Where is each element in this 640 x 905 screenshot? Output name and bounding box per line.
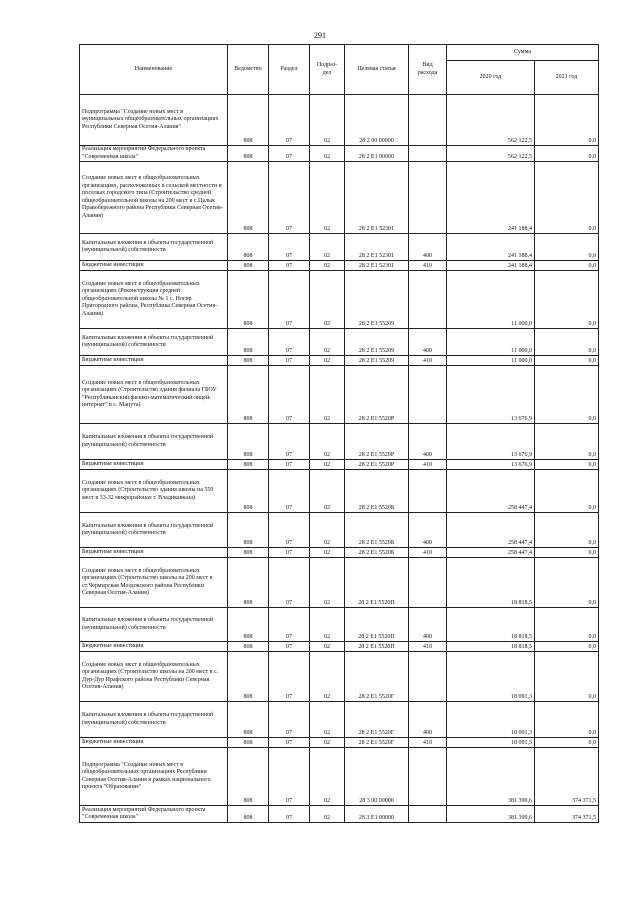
cell-subsection: 02 (310, 424, 345, 460)
cell-dept: 808 (228, 271, 269, 329)
cell-expense-type (409, 95, 447, 146)
cell-dept: 808 (228, 642, 269, 652)
cell-name: Реализация мероприятий Федерального проекта "Современная школа" (80, 146, 228, 162)
table-row (80, 95, 599, 146)
cell-section: 07 (269, 271, 310, 329)
cell-subsection: 02 (310, 806, 345, 823)
cell-subsection: 02 (310, 652, 345, 702)
cell-sum-2020: 241 188,4 (447, 261, 535, 271)
cell-section: 07 (269, 470, 310, 513)
table-row (80, 642, 599, 652)
cell-sum-2021: 0,0 (535, 652, 599, 702)
cell-name: Капитальные вложения в объекты государственной (муниципальной) собственности (80, 702, 228, 738)
cell-sum-2021: 0,0 (535, 366, 599, 424)
cell-sum-2020: 13 676,9 (447, 424, 535, 460)
cell-sum-2020: 381 399,6 (447, 748, 535, 806)
cell-sum-2021: 0,0 (535, 329, 599, 356)
page-number: 291 (314, 31, 326, 40)
cell-expense-type: 400 (409, 234, 447, 261)
table-row (80, 608, 599, 642)
cell-dept: 808 (228, 608, 269, 642)
cell-expense-type (409, 806, 447, 823)
cell-sum-2020: 11 000,0 (447, 329, 535, 356)
cell-dept: 808 (228, 460, 269, 470)
cell-subsection: 02 (310, 356, 345, 366)
header-year-2020: 2020 год (447, 61, 535, 95)
cell-sum-2020: 18 818,5 (447, 642, 535, 652)
cell-section: 07 (269, 806, 310, 823)
cell-target: 28 2 E1 5520П (345, 642, 409, 652)
table-row (80, 748, 599, 806)
cell-expense-type: 410 (409, 356, 447, 366)
cell-sum-2020: 13 676,9 (447, 460, 535, 470)
cell-subsection: 02 (310, 146, 345, 162)
table-row (80, 460, 599, 470)
cell-expense-type: 400 (409, 608, 447, 642)
cell-expense-type: 410 (409, 642, 447, 652)
cell-name: Создание новых мест в общеобразовательных организациях (Строительство школы на 200 мест в с. Дур-Дур Ирафского района Республики Северная Осетия-Алания) (80, 652, 228, 702)
cell-sum-2021: 0,0 (535, 702, 599, 738)
table-row (80, 261, 599, 271)
table-row (80, 470, 599, 513)
cell-dept: 808 (228, 652, 269, 702)
cell-dept: 808 (228, 95, 269, 146)
cell-dept: 808 (228, 748, 269, 806)
cell-dept: 808 (228, 548, 269, 558)
cell-sum-2020: 13 676,9 (447, 366, 535, 424)
table-row (80, 366, 599, 424)
header-year-2021: 2021 год (535, 61, 599, 95)
cell-sum-2021: 0,0 (535, 271, 599, 329)
cell-sum-2021: 0,0 (535, 146, 599, 162)
cell-subsection: 02 (310, 702, 345, 738)
cell-name: Бюджетные инвестиции (80, 738, 228, 748)
cell-expense-type (409, 146, 447, 162)
cell-sum-2021: 0,0 (535, 460, 599, 470)
cell-name: Капитальные вложения в объекты государственной (муниципальной) собственности (80, 513, 228, 548)
cell-expense-type: 400 (409, 424, 447, 460)
cell-name: Подпрограмма "Создание новых мест в общеобразовательных организациях Республики Северная Осетия-Алания в рамках национального проекта "Образование" (80, 748, 228, 806)
cell-target: 28 2 E1 52301 (345, 234, 409, 261)
cell-sum-2020: 18 818,5 (447, 608, 535, 642)
cell-expense-type: 410 (409, 548, 447, 558)
cell-subsection: 02 (310, 271, 345, 329)
cell-expense-type: 400 (409, 702, 447, 738)
cell-sum-2021: 374 371,5 (535, 748, 599, 806)
cell-name: Бюджетные инвестиции (80, 642, 228, 652)
cell-expense-type (409, 470, 447, 513)
cell-target: 28 2 E1 5520Б (345, 513, 409, 548)
budget-table (79, 44, 599, 823)
cell-dept: 808 (228, 329, 269, 356)
cell-section: 07 (269, 748, 310, 806)
cell-subsection: 02 (310, 234, 345, 261)
cell-target: 28 2 E1 5520П (345, 558, 409, 608)
cell-section: 07 (269, 366, 310, 424)
cell-dept: 808 (228, 234, 269, 261)
cell-dept: 808 (228, 162, 269, 234)
cell-expense-type: 400 (409, 329, 447, 356)
cell-name: Создание новых мест в общеобразовательных организациях, расположенных в сельской местности и поселках городского типа (Строительство средней общеобразовательной школы на 200 мест в с.Цалык Правобережного района Республики Северная Осетия-Алания) (80, 162, 228, 234)
header-subsection: Подраз- дел (310, 45, 345, 95)
cell-sum-2020: 18 091,3 (447, 738, 535, 748)
cell-name: Бюджетные инвестиции (80, 460, 228, 470)
cell-sum-2020: 18 091,3 (447, 702, 535, 738)
table-row (80, 652, 599, 702)
cell-dept: 808 (228, 261, 269, 271)
cell-sum-2021: 0,0 (535, 548, 599, 558)
cell-sum-2020: 381 399,6 (447, 806, 535, 823)
cell-name: Капитальные вложения в объекты государственной (муниципальной) собственности (80, 234, 228, 261)
cell-dept: 808 (228, 738, 269, 748)
cell-expense-type: 400 (409, 513, 447, 548)
cell-section: 07 (269, 234, 310, 261)
cell-section: 07 (269, 608, 310, 642)
cell-subsection: 02 (310, 558, 345, 608)
cell-subsection: 02 (310, 329, 345, 356)
cell-subsection: 02 (310, 642, 345, 652)
cell-section: 07 (269, 738, 310, 748)
cell-target: 28 2 E1 5520Г (345, 738, 409, 748)
cell-section: 07 (269, 261, 310, 271)
table-row (80, 146, 599, 162)
cell-target: 28 2 E1 5520Б (345, 548, 409, 558)
cell-sum-2021: 0,0 (535, 261, 599, 271)
cell-target: 28 3 E1 00000 (345, 806, 409, 823)
cell-sum-2021: 0,0 (535, 642, 599, 652)
cell-sum-2020: 18 091,3 (447, 652, 535, 702)
cell-section: 07 (269, 329, 310, 356)
table-row (80, 162, 599, 234)
cell-dept: 808 (228, 513, 269, 548)
cell-sum-2021: 0,0 (535, 738, 599, 748)
cell-name: Бюджетные инвестиции (80, 356, 228, 366)
table-row (80, 424, 599, 460)
header-section: Раздел (269, 45, 310, 95)
table-row (80, 558, 599, 608)
cell-sum-2020: 562 122,5 (447, 95, 535, 146)
cell-subsection: 02 (310, 366, 345, 424)
cell-sum-2021: 0,0 (535, 558, 599, 608)
cell-sum-2020: 241 188,4 (447, 162, 535, 234)
header-sum: Сумма (447, 45, 599, 61)
cell-expense-type: 410 (409, 261, 447, 271)
cell-sum-2021: 0,0 (535, 356, 599, 366)
cell-target: 28 2 E1 52301 (345, 162, 409, 234)
cell-dept: 808 (228, 470, 269, 513)
cell-sum-2021: 0,0 (535, 95, 599, 146)
table-row (80, 702, 599, 738)
cell-section: 07 (269, 162, 310, 234)
cell-dept: 808 (228, 424, 269, 460)
cell-dept: 808 (228, 356, 269, 366)
cell-sum-2021: 0,0 (535, 608, 599, 642)
cell-section: 07 (269, 702, 310, 738)
cell-target: 28 2 E1 52301 (345, 261, 409, 271)
cell-target: 28 2 E1 5520Г (345, 652, 409, 702)
cell-sum-2020: 258 447,4 (447, 470, 535, 513)
cell-dept: 808 (228, 146, 269, 162)
cell-dept: 808 (228, 702, 269, 738)
cell-target: 28 2 E1 5520Р (345, 424, 409, 460)
cell-subsection: 02 (310, 470, 345, 513)
cell-section: 07 (269, 146, 310, 162)
cell-name: Капитальные вложения в объекты государственной (муниципальной) собственности (80, 608, 228, 642)
cell-subsection: 02 (310, 460, 345, 470)
cell-expense-type: 410 (409, 460, 447, 470)
cell-subsection: 02 (310, 261, 345, 271)
cell-target: 28 3 00 00000 (345, 748, 409, 806)
cell-sum-2021: 0,0 (535, 470, 599, 513)
cell-section: 07 (269, 558, 310, 608)
cell-expense-type (409, 652, 447, 702)
table-row (80, 271, 599, 329)
table-row (80, 806, 599, 823)
cell-section: 07 (269, 95, 310, 146)
table-row (80, 513, 599, 548)
cell-sum-2021: 0,0 (535, 162, 599, 234)
cell-section: 07 (269, 460, 310, 470)
cell-dept: 808 (228, 366, 269, 424)
cell-target: 28 2 E1 5520Г (345, 702, 409, 738)
cell-section: 07 (269, 356, 310, 366)
cell-target: 28 2 E1 5520П (345, 608, 409, 642)
cell-expense-type: 410 (409, 738, 447, 748)
cell-name: Реализация мероприятий Федерального проекта "Современная школа" (80, 806, 228, 823)
cell-name: Создание новых мест в общеобразовательных организациях (Строительство здания школы на 550 мест в 33-32 микрорайонах г. Владикавказа) (80, 470, 228, 513)
cell-target: 28 2 E1 55209 (345, 329, 409, 356)
cell-subsection: 02 (310, 738, 345, 748)
cell-sum-2020: 11 000,0 (447, 271, 535, 329)
table-row (80, 234, 599, 261)
cell-subsection: 02 (310, 548, 345, 558)
cell-name: Создание новых мест в общеобразовательных организациях (Строительство школы на 200 мест в ст.Чермирская Моздокского района Республики Северная Осетия-Алания) (80, 558, 228, 608)
cell-name: Капитальные вложения в объекты государственной (муниципальной) собственности (80, 424, 228, 460)
cell-target: 28 2 E1 5520Р (345, 366, 409, 424)
cell-target: 28 2 E1 5520Б (345, 470, 409, 513)
header-expense-type: Вид расхода (409, 45, 447, 95)
cell-target: 28 2 E1 55209 (345, 356, 409, 366)
cell-target: 28 2 E1 5520Р (345, 460, 409, 470)
cell-expense-type (409, 558, 447, 608)
table-body (80, 95, 599, 823)
header-dept: Ведомство (228, 45, 269, 95)
cell-sum-2020: 258 447,4 (447, 513, 535, 548)
cell-expense-type (409, 162, 447, 234)
table-row (80, 548, 599, 558)
cell-name: Подпрограмма "Создание новых мест в муниципальных общеобразовательных организациях Республики Северная Осетия-Алания" (80, 95, 228, 146)
cell-sum-2021: 0,0 (535, 424, 599, 460)
cell-name: Создание новых мест в общеобразовательных организациях (Строительство здания филиала ГБОУ "Республиканский физико-математический лицей-интернат" в с. Мацута) (80, 366, 228, 424)
header-target: Целевая статья (345, 45, 409, 95)
cell-sum-2020: 11 000,0 (447, 356, 535, 366)
cell-section: 07 (269, 424, 310, 460)
cell-expense-type (409, 366, 447, 424)
table-row (80, 738, 599, 748)
cell-section: 07 (269, 548, 310, 558)
cell-sum-2021: 374 371,5 (535, 806, 599, 823)
cell-target: 28 2 E1 00000 (345, 146, 409, 162)
cell-name: Бюджетные инвестиции (80, 548, 228, 558)
cell-name: Создание новых мест в общеобразовательных организациях (Реконструкция средней общеобразовательной школы № 1 с. Ногир Пригородного района, Республика Северная Осетия-Алания) (80, 271, 228, 329)
cell-target: 28 2 00 00000 (345, 95, 409, 146)
cell-target: 28 2 E1 55209 (345, 271, 409, 329)
cell-subsection: 02 (310, 95, 345, 146)
cell-section: 07 (269, 652, 310, 702)
cell-sum-2020: 562 122,5 (447, 146, 535, 162)
cell-dept: 808 (228, 558, 269, 608)
cell-sum-2020: 18 818,5 (447, 558, 535, 608)
cell-sum-2021: 0,0 (535, 234, 599, 261)
cell-name: Бюджетные инвестиции (80, 261, 228, 271)
cell-sum-2020: 241 188,4 (447, 234, 535, 261)
header-name: Наименование (80, 45, 228, 95)
cell-dept: 808 (228, 806, 269, 823)
cell-expense-type (409, 748, 447, 806)
cell-section: 07 (269, 642, 310, 652)
cell-subsection: 02 (310, 162, 345, 234)
cell-section: 07 (269, 513, 310, 548)
table-row (80, 329, 599, 356)
table-row (80, 356, 599, 366)
cell-subsection: 02 (310, 513, 345, 548)
cell-subsection: 02 (310, 608, 345, 642)
cell-name: Капитальные вложения в объекты государственной (муниципальной) собственности (80, 329, 228, 356)
cell-sum-2021: 0,0 (535, 513, 599, 548)
cell-expense-type (409, 271, 447, 329)
cell-sum-2020: 258 447,4 (447, 548, 535, 558)
cell-subsection: 02 (310, 748, 345, 806)
